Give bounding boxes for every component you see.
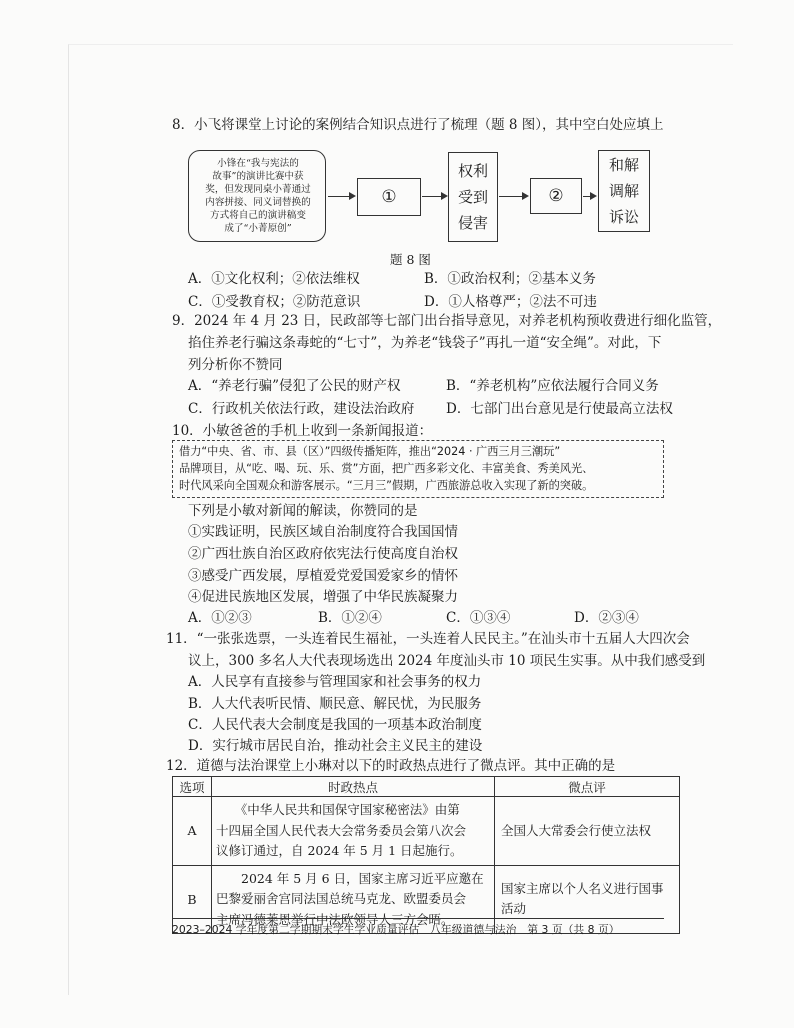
hot-line: 主席冯德莱恩举行中法欧领导人三方会晤。	[216, 911, 454, 927]
header-hot-topic: 时政热点	[212, 777, 495, 797]
header-option: 选项	[173, 777, 212, 797]
q10-stem: 10．小敏爸爸的手机上收到一条新闻报道：	[172, 423, 433, 439]
q11-line-2: 议上，300 多名人大代表现场选出 2024 年度汕头市 10 项民生实事。从中我们感受到	[188, 653, 706, 669]
resolve-line: 诉讼	[608, 208, 639, 226]
news-line: 品牌项目，从“吃、喝、玩、乐、赏”方面，把广西多彩文化、丰富美食、秀美风光、	[179, 462, 594, 475]
table-header-row	[173, 777, 680, 797]
q8-option-a: A．①文化权利；②依法维权	[188, 271, 360, 287]
q9-line-1: 9．2024 年 4 月 23 日，民政部等七部门出台指导意见，对养老机构预收费进行细化监管，	[172, 313, 722, 329]
q8-caption: 题 8 图	[390, 252, 431, 267]
resolve-line: 调解	[608, 182, 639, 200]
q10-option-d: D．②③④	[574, 610, 639, 626]
rights-line: 侵害	[457, 214, 488, 232]
q8-blank-2: ②	[530, 178, 582, 214]
q10-option-a: A．①②③	[188, 610, 252, 626]
q9-line-2: 掐住养老行骗这条毒蛇的“七寸”，为养老“钱袋子”再扎一道“安全绳”。对此，下	[188, 335, 662, 351]
rights-line: 受到	[457, 188, 488, 206]
q11-option-b: B．人大代表听民情、顺民意、解民忧，为民服务	[188, 696, 482, 712]
q11-option-a: A．人民享有直接参与管理国家和社会事务的权力	[188, 674, 482, 690]
q10-prompt: 下列是小敏对新闻的解读，你赞同的是	[188, 503, 418, 519]
hot-line: 议修订通过，自 2024 年 5 月 1 日起施行。	[216, 843, 463, 858]
arrow-1	[328, 196, 354, 197]
news-line: 时代风采向全国观众和游客展示。“三月三”假期，广西旅游总收入实现了新的突破。	[179, 479, 594, 492]
row-hot-topic	[212, 797, 495, 866]
q8-rights-box	[448, 152, 498, 242]
q10-news-box	[172, 440, 664, 498]
story-line: 奖，但发现同桌小菁通过	[205, 184, 311, 195]
arrow-3	[499, 196, 527, 197]
page-footer: 2023–2024 学年度第二学期期末学生学业质量评估 八年级道德与法治 第 3 页（共 8 页）	[172, 918, 664, 937]
rights-line: 权利	[457, 162, 488, 180]
q12-table	[172, 776, 680, 934]
q9-line-3: 列分析你不赞同	[188, 357, 283, 373]
q8-option-c: C．①受教育权；②防范意识	[188, 294, 361, 310]
story-line: 内容拼接、同义词替换的	[205, 197, 311, 208]
q9-option-c: C．行政机关依法行政，建设法治政府	[188, 401, 415, 417]
q10-item-4: ④促进民族地区发展，增强了中华民族凝聚力	[188, 589, 458, 605]
hot-line: 《中华人民共和国保守国家秘密法》由第	[216, 802, 460, 817]
header-comment: 微点评	[495, 777, 680, 797]
q11-option-d: D．实行城市居民自治，推动社会主义民主的建设	[188, 738, 483, 754]
table-row	[173, 797, 680, 866]
story-line: 小锋在“我与宪法的	[217, 158, 299, 169]
q11-line-1: 11．“一张张选票，一头连着民生福祉，一头连着人民民主。”在汕头市十五届人大四次会	[166, 631, 690, 647]
q8-resolve-box	[598, 150, 650, 232]
row-option: B	[173, 865, 212, 934]
q10-item-1: ①实践证明，民族区域自治制度符合我国国情	[188, 524, 458, 540]
resolve-line: 和解	[608, 156, 639, 174]
row-comment: 全国人大常委会行使立法权	[495, 797, 680, 866]
q10-item-3: ③感受广西发展，厚植爱党爱国爱家乡的情怀	[188, 568, 458, 584]
story-line: 成了“小菁原创”	[224, 223, 292, 234]
q8-stem: 8．小飞将课堂上讨论的案例结合知识点进行了梳理（题 8 图），其中空白处应填上	[172, 117, 664, 133]
q10-option-b: B．①②④	[318, 610, 382, 626]
story-line: 方式将自己的演讲稿变	[210, 210, 306, 221]
q8-blank-1: ①	[357, 178, 421, 216]
q10-item-2: ②广西壮族自治区政府依宪法行使高度自治权	[188, 546, 458, 562]
row-comment: 国家主席以个人名义进行国事活动	[495, 865, 680, 934]
q9-option-b: B．“养老机构”应依法履行合同义务	[446, 378, 659, 394]
arrow-2	[422, 196, 446, 197]
q8-story-box	[188, 150, 326, 242]
q10-option-c: C．①③④	[446, 610, 511, 626]
hot-line: 巴黎爱丽舍宫同法国总统马克龙、欧盟委员会	[216, 891, 467, 906]
hot-line: 十四届全国人民代表大会常务委员会第八次会	[216, 822, 467, 838]
q8-option-b: B．①政治权利；②基本义务	[424, 271, 596, 287]
q9-option-a: A．“养老行骗”侵犯了公民的财产权	[188, 378, 401, 394]
news-line: 借力“中央、省、市、县（区）”四级传播矩阵，推出“2024 · 广西三月三潮玩”	[179, 445, 561, 458]
q8-option-d: D．①人格尊严；②法不可违	[424, 294, 597, 310]
q12-stem: 12．道德与法治课堂上小琳对以下的时政热点进行了微点评。其中正确的是	[166, 758, 616, 774]
q11-option-c: C．人民代表大会制度是我国的一项基本政治制度	[188, 717, 482, 733]
hot-line: 2024 年 5 月 6 日，国家主席习近平应邀在	[216, 870, 484, 886]
arrow-4	[583, 196, 595, 197]
story-line: 故事”的演讲比赛中获	[212, 171, 304, 182]
q9-option-d: D．七部门出台意见是行使最高立法权	[446, 401, 673, 417]
row-option: A	[173, 797, 212, 866]
